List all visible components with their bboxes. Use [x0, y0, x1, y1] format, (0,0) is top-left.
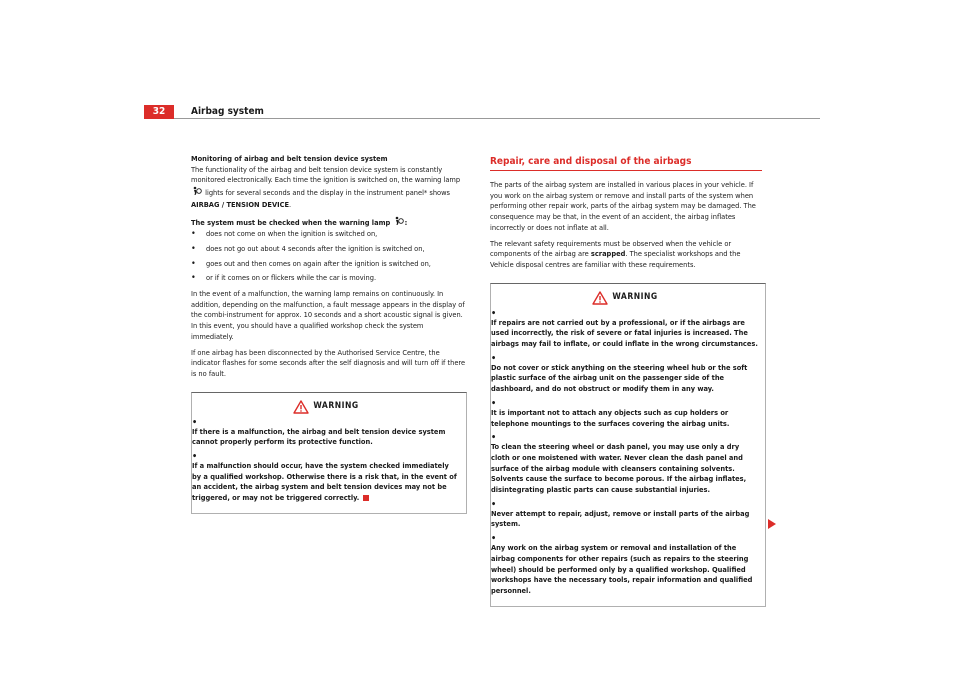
bullet-icon: • — [192, 417, 198, 428]
monitoring-text-a: The functionality of the airbag and belt tension device system is constantly monitored electronically. Each time the ignition is switched on, the warning lamp — [191, 164, 461, 185]
warning-item-text: Never attempt to repair, adjust, remove or install parts of the airbag system. — [491, 508, 750, 529]
section-title: Airbag system — [191, 106, 264, 117]
list-item-text: does not come on when the ignition is switched on, — [206, 229, 378, 239]
warning-list — [192, 419, 460, 504]
warning-triangle-icon — [293, 400, 309, 414]
display-message: AIRBAG / TENSION DEVICE — [191, 199, 290, 209]
warning-list — [491, 310, 759, 597]
warning-triangle-icon — [592, 291, 608, 305]
bullet-icon: • — [491, 499, 497, 510]
warning-item-text: To clean the steering wheel or dash panel, you may use only a dry cloth or one moistened with water. Never clean the dash panel and surface of the airbag module with cleansers containing solvents. Solvents cause the surface to become porous. If the airbag inflates, disintegrating plastic parts can cause substantial injuries. — [491, 442, 747, 495]
list-item — [191, 244, 467, 255]
disposal-text-bold: scrapped — [590, 249, 626, 259]
monitoring-heading: Monitoring of airbag and belt tension device system — [191, 154, 388, 163]
list-item — [491, 400, 759, 429]
bullet-icon: • — [491, 433, 497, 444]
monitoring-text-end: . — [289, 199, 292, 209]
check-list — [191, 229, 467, 284]
list-item — [191, 273, 467, 284]
check-heading-text: The system must be checked when the warning lamp — [191, 217, 391, 227]
warning-item-text: If there is a malfunction, the airbag and belt tension device system cannot properly perform its protective function. — [192, 426, 446, 447]
repair-paragraph: The parts of the airbag system are installed in various places in your vehicle. If you work on the airbag system or remove and install parts of the system when performing other repair work, parts of the airbag system may be damaged. The consequence may be that, in the event of an accident, the airbag inflates incorrectly or does not inflate at all. — [490, 180, 756, 232]
bullet-icon: • — [491, 308, 497, 319]
list-item — [192, 453, 460, 504]
end-of-section-icon — [363, 495, 369, 501]
warning-title-text: WARNING — [313, 401, 359, 412]
warning-item-text: If repairs are not carried out by a professional, or if the airbags are used incorrectly, the risk of severe or fatal injuries is increased. The airbags may fail to inflate, or could inflate in the wrong circumstances. — [491, 317, 758, 349]
disposal-text-a: The relevant safety requirements must be observed when the vehicle or components of the airbag are — [490, 238, 732, 259]
monitoring-text-b: lights for several seconds and the display in the instrument panel* shows — [205, 187, 451, 197]
list-item — [491, 434, 759, 496]
list-item — [191, 259, 467, 270]
check-heading — [191, 216, 467, 230]
list-item — [491, 501, 759, 530]
bullet-icon: • — [191, 258, 196, 269]
right-column — [490, 180, 766, 607]
check-heading-colon: : — [404, 217, 408, 227]
list-item — [192, 419, 460, 448]
bullet-icon: • — [192, 452, 198, 463]
list-item — [491, 535, 759, 597]
airbag-warning-lamp-icon — [192, 186, 202, 200]
bullet-icon: • — [191, 273, 196, 284]
warning-item-text: Do not cover or stick anything on the steering wheel hub or the soft plastic surface of the airbag unit on the passenger side of the dashboard, and do not obstruct or modify them in any way. — [491, 362, 748, 394]
header-divider — [174, 118, 820, 119]
warning-title — [192, 395, 460, 419]
repair-heading: Repair, care and disposal of the airbags — [490, 155, 762, 171]
disposal-text-b: . The specialist workshops and the Vehicle disposal centres are familiar with these requirements. — [490, 249, 741, 269]
page-number: 32 — [144, 105, 174, 119]
malfunction-paragraph: In the event of a malfunction, the warning lamp remains on continuously. In addition, depending on the malfunction, a fault message appears in the display of the combi-instrument for approx. 10 seconds and a short acoustic signal is given. In this event, you should have a qualified workshop check the system immediately. — [191, 289, 465, 341]
bullet-icon: • — [191, 229, 196, 240]
continue-arrow-icon — [767, 518, 777, 530]
airbag-warning-lamp-icon — [394, 216, 404, 230]
warning-title — [491, 286, 759, 310]
left-column — [191, 154, 467, 514]
list-item — [191, 229, 467, 240]
list-item-text: goes out and then comes on again after the ignition is switched on, — [206, 258, 431, 268]
warning-item-text: Any work on the airbag system or removal and installation of the airbag components for other repairs (such as repairs to the steering wheel) should be performed only by a qualified workshop. Qualified workshops have the necessary tools, repair information and qualified personnel. — [491, 543, 753, 595]
disconnected-paragraph: If one airbag has been disconnected by the Authorised Service Centre, the indicator flashes for some seconds after the self diagnosis and will turn off if there is no fault. — [191, 347, 466, 378]
bullet-icon: • — [491, 353, 497, 364]
list-item — [491, 355, 759, 395]
list-item-text: does not go out about 4 seconds after the ignition is switched on, — [206, 243, 425, 253]
warning-box — [490, 283, 766, 607]
list-item-text: or if it comes on or flickers while the car is moving. — [206, 273, 377, 283]
warning-item-text: It is important not to attach any objects such as cup holders or telephone mountings to the surfaces covering the airbag units. — [491, 407, 730, 428]
list-item — [491, 310, 759, 350]
warning-title-text: WARNING — [612, 292, 658, 303]
disposal-paragraph — [490, 239, 766, 271]
monitoring-paragraph — [191, 165, 467, 211]
bullet-icon: • — [491, 398, 497, 409]
bullet-icon: • — [191, 243, 196, 254]
bullet-icon: • — [491, 534, 497, 545]
warning-item-text: If a malfunction should occur, have the system checked immediately by a qualified workshop. Otherwise there is a risk that, in the event of an accident, the airbag system and belt tension devices may not be triggered, or may not be triggered correctly. — [192, 461, 457, 503]
warning-box — [191, 392, 467, 514]
